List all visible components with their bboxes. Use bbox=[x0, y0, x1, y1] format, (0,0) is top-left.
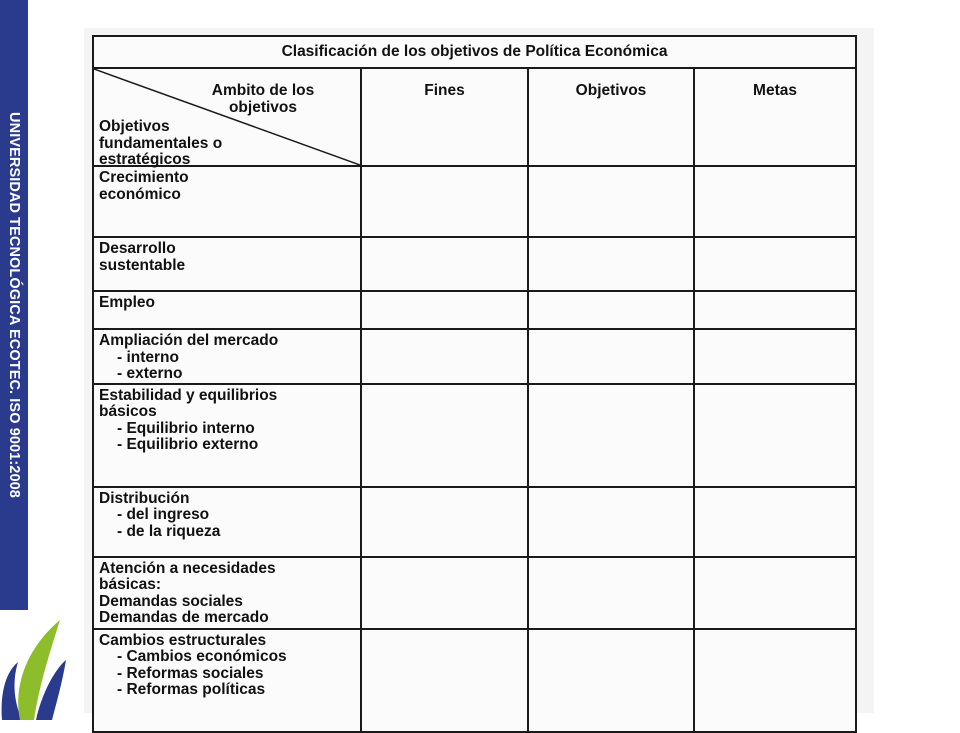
empty-cell-metas bbox=[694, 384, 856, 487]
table-row bbox=[93, 291, 856, 329]
row-label-cell bbox=[93, 487, 361, 557]
row-sub-item: - del ingreso bbox=[117, 506, 210, 523]
row-label-line: Demandas sociales bbox=[99, 592, 243, 610]
empty-cell-fines bbox=[361, 384, 528, 487]
empty-cell-objetivos bbox=[528, 629, 694, 732]
empty-cell-fines bbox=[361, 629, 528, 732]
empty-cell-metas bbox=[694, 557, 856, 629]
corner-bottom-line-3: estratégicos bbox=[99, 151, 191, 168]
row-label-line: Empleo bbox=[99, 294, 155, 311]
row-label-line: Ampliación del mercado bbox=[99, 332, 279, 349]
row-sub-item: - Equilibrio interno bbox=[117, 419, 255, 437]
table-row bbox=[93, 166, 856, 237]
empty-cell-fines bbox=[361, 166, 528, 237]
empty-cell-objetivos bbox=[528, 487, 694, 557]
institution-vertical-text: UNIVERSIDAD TECNOLÓGICA ECOTEC. ISO 9001:2008 bbox=[6, 112, 22, 498]
row-label-line: Atención a necesidades bbox=[99, 559, 276, 577]
row-label-cell bbox=[93, 237, 361, 291]
row-sub-item: - externo bbox=[117, 365, 183, 382]
corner-bottom-line-2: fundamentales o bbox=[99, 134, 223, 152]
table-row bbox=[93, 384, 856, 487]
corner-top-label: Ambito de los objetivos bbox=[211, 82, 315, 116]
row-label-line: Demandas de mercado bbox=[99, 609, 269, 626]
side-band bbox=[0, 0, 28, 610]
table-title: Clasificación de los objetivos de Política Económica bbox=[93, 36, 856, 68]
row-label-line: económico bbox=[99, 185, 181, 203]
row-label-line: sustentable bbox=[99, 256, 186, 274]
row-sub-item: - Equilibrio externo bbox=[117, 436, 259, 453]
row-label-line: Desarrollo bbox=[99, 240, 176, 257]
empty-cell-metas bbox=[694, 166, 856, 237]
empty-cell-objetivos bbox=[528, 329, 694, 384]
row-label-line: básicas: bbox=[99, 576, 162, 593]
row-label-cell bbox=[93, 329, 361, 384]
objectives-table bbox=[92, 35, 857, 733]
empty-cell-fines bbox=[361, 487, 528, 557]
row-label-line: Cambios estructurales bbox=[99, 631, 267, 649]
row-label-cell bbox=[93, 166, 361, 237]
empty-cell-fines bbox=[361, 557, 528, 629]
empty-cell-metas bbox=[694, 629, 856, 732]
empty-cell-objetivos bbox=[528, 237, 694, 291]
row-sub-item: - Reformas políticas bbox=[117, 681, 266, 698]
empty-cell-metas bbox=[694, 291, 856, 329]
row-label-cell bbox=[93, 384, 361, 487]
empty-cell-fines bbox=[361, 291, 528, 329]
row-label-line: Estabilidad y equilibrios bbox=[99, 386, 278, 404]
empty-cell-objetivos bbox=[528, 384, 694, 487]
row-sub-item: - interno bbox=[117, 348, 179, 366]
row-label-cell bbox=[93, 291, 361, 329]
corner-header-cell bbox=[93, 68, 361, 166]
row-label-line: Crecimiento bbox=[99, 169, 189, 186]
empty-cell-objetivos bbox=[528, 291, 694, 329]
corner-bottom-label bbox=[99, 119, 222, 169]
corner-bottom-line-1: Objetivos bbox=[99, 118, 170, 135]
empty-cell-metas bbox=[694, 487, 856, 557]
empty-cell-objetivos bbox=[528, 166, 694, 237]
table-row bbox=[93, 629, 856, 732]
row-sub-item: - de la riqueza bbox=[117, 522, 221, 540]
row-label-cell bbox=[93, 629, 361, 732]
row-label-cell bbox=[93, 557, 361, 629]
table-row bbox=[93, 329, 856, 384]
empty-cell-fines bbox=[361, 237, 528, 291]
table-body bbox=[93, 166, 856, 732]
row-label-line: básicos bbox=[99, 403, 157, 420]
table-row bbox=[93, 487, 856, 557]
row-sub-item: - Cambios económicos bbox=[117, 648, 287, 665]
leaf-logo-icon bbox=[0, 612, 70, 720]
column-header-metas: Metas bbox=[694, 68, 856, 166]
empty-cell-objetivos bbox=[528, 557, 694, 629]
column-header-fines: Fines bbox=[361, 68, 528, 166]
table-row bbox=[93, 237, 856, 291]
row-sub-item: - Reformas sociales bbox=[117, 664, 264, 682]
column-header-objetivos: Objetivos bbox=[528, 68, 694, 166]
row-label-line: Distribución bbox=[99, 489, 190, 507]
table-row bbox=[93, 557, 856, 629]
empty-cell-metas bbox=[694, 329, 856, 384]
empty-cell-metas bbox=[694, 237, 856, 291]
empty-cell-fines bbox=[361, 329, 528, 384]
